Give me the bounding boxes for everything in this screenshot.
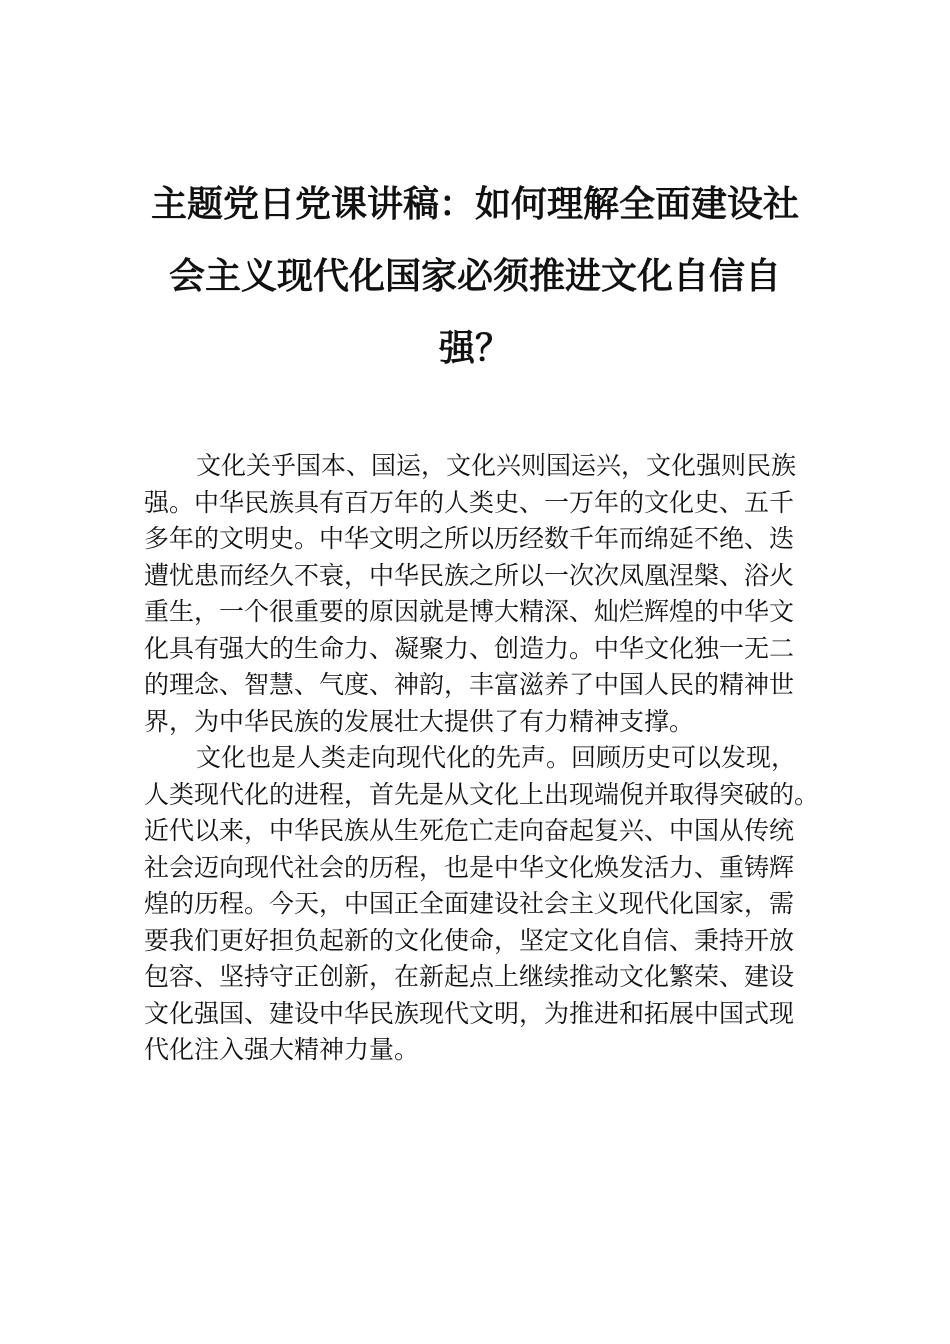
- paragraph-line: 遭忧患而经久不衰，中华民族之所以一次次凤凰涅槃、浴火: [144, 560, 795, 590]
- paragraph-2: [144, 740, 820, 1069]
- paragraph-line: 文化关乎国本、国运，文化兴则国运兴，文化强则民族: [196, 451, 797, 480]
- paragraph-line: 社会迈向现代社会的历程，也是中华文化焕发活力、重铸辉: [144, 852, 795, 882]
- paragraph-line: 重生，一个很重要的原因就是博大精深、灿烂辉煌的中华文: [144, 597, 795, 626]
- paragraph-line: 人类现代化的进程，首先是从文化上出现端倪并取得突破的。: [144, 779, 820, 809]
- title-line: 主题党日党课讲稿：如何理解全面建设社: [150, 183, 799, 225]
- paragraph-line: 文化强国、建设中华民族现代文明，为推进和拓展中国式现: [144, 998, 795, 1028]
- paragraph-1: [144, 448, 814, 740]
- document-title: [140, 168, 810, 384]
- paragraph-line: 的理念、智慧、气度、神韵，丰富滋养了中国人民的精神世: [144, 670, 795, 699]
- title-line: 会主义现代化国家必须推进文化自信自: [168, 255, 781, 297]
- title-line: 强？: [438, 327, 511, 369]
- paragraph-line: 文化也是人类走向现代化的先声。回顾历史可以发现，: [196, 743, 797, 772]
- paragraph-line: 包容、坚持守正创新，在新起点上继续推动文化繁荣、建设: [144, 962, 795, 991]
- paragraph-line: 近代以来，中华民族从生死危亡走向奋起复兴、中国从传统: [144, 816, 795, 845]
- paragraph-line: 代化注入强大精神力量。: [144, 1035, 420, 1064]
- paragraph-line: 界，为中华民族的发展壮大提供了有力精神支撑。: [144, 706, 695, 736]
- document-body: [144, 448, 820, 1069]
- paragraph-line: 要我们更好担负起新的文化使命，坚定文化自信、秉持开放: [144, 925, 795, 955]
- paragraph-line: 强。中华民族具有百万年的人类史、一万年的文化史、五千: [144, 487, 795, 517]
- paragraph-line: 煌的历程。今天，中国正全面建设社会主义现代化国家，需: [144, 889, 795, 918]
- paragraph-line: 化具有强大的生命力、凝聚力、创造力。中华文化独一无二: [144, 633, 795, 663]
- paragraph-line: 多年的文明史。中华文明之所以历经数千年而绵延不绝、迭: [144, 524, 795, 553]
